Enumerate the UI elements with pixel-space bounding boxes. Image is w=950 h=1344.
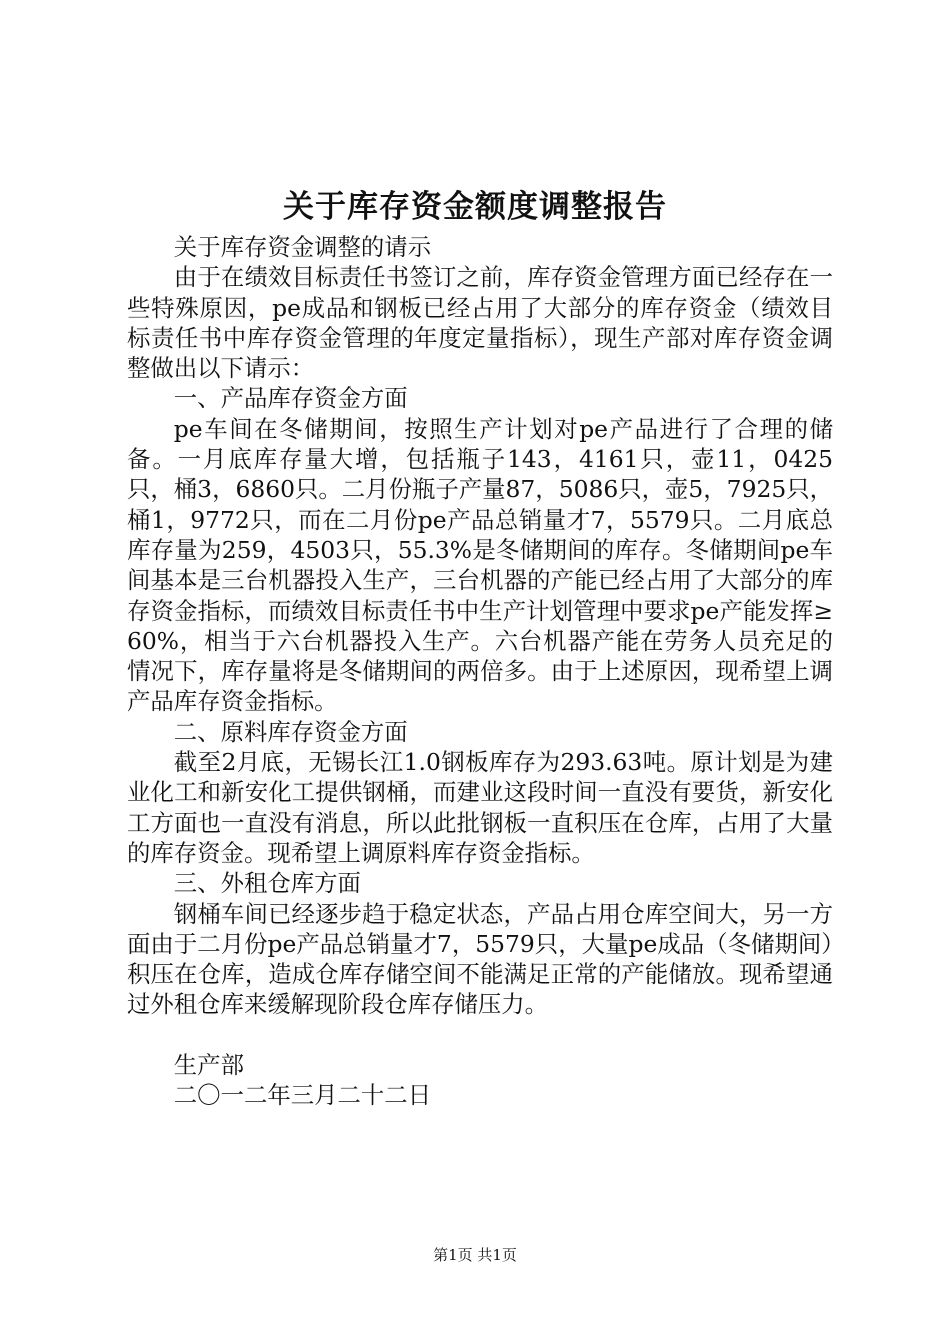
document-body bbox=[127, 232, 833, 1111]
document-title: 关于库存资金额度调整报告 bbox=[283, 189, 667, 225]
section-heading-product: 一、产品库存资金方面 bbox=[173, 384, 408, 413]
blank-line bbox=[127, 1020, 833, 1050]
section-heading-warehouse: 三、外租仓库方面 bbox=[173, 869, 361, 898]
signature-date: 二〇一二年三月二十二日 bbox=[173, 1081, 432, 1110]
signature-department: 生产部 bbox=[173, 1051, 244, 1080]
warehouse-paragraph: 钢桶车间已经逐步趋于稳定状态，产品占用仓库空间大，另一方面由于二月份pe产品总销量才7，5579只，大量pe成品（冬储期间）积压在仓库，造成仓库存储空间不能满足正常的产能储放。现希望通过外租仓库来缓解现阶段仓库存储压力。 bbox=[127, 899, 833, 1019]
material-paragraph: 截至2月底，无锡长江1.0钢板库存为293.63吨。原计划是为建业化工和新安化工提供钢桶，而建业这段时间一直没有要货，新安化工方面也一直没有消息，所以此批钢板一直积压在仓库，占用了大量的库存资金。现希望上调原料库存资金指标。 bbox=[127, 748, 833, 867]
product-paragraph: pe车间在冬储期间，按照生产计划对pe产品进行了合理的储备。一月底库存量大增，包括瓶子143，4161只，壶11，0425只，桶3，6860只。二月份瓶子产量87，5086只，壶5，7925只，桶1，9772只，而在二月份pe产品总销量才7，5579只。二月底总库存量为259，4503只，55.3%是冬储期间的库存。冬储期间pe车间基本是三台机器投入生产，三台机器的产能已经占用了大部分的库存资金指标，而绩效目标责任书中生产计划管理中要求pe产能发挥≥60%，相当于六台机器投入生产。六台机器产能在劳务人员充足的情况下，库存量将是冬储期间的两倍多。由于上述原因，现希望上调产品库存资金指标。 bbox=[127, 414, 833, 716]
intro-paragraph: 由于在绩效目标责任书签订之前，库存资金管理方面已经存在一些特殊原因，pe成品和钢板已经占用了大部分的库存资金（绩效目标责任书中库存资金管理的年度定量指标），现生产部对库存资金调整做出以下请示： bbox=[127, 263, 833, 383]
subtitle-paragraph: 关于库存资金调整的请示 bbox=[173, 233, 432, 261]
section-heading-material: 二、原料库存资金方面 bbox=[173, 717, 408, 746]
page-footer: 第1页 共1页 bbox=[433, 1246, 517, 1264]
